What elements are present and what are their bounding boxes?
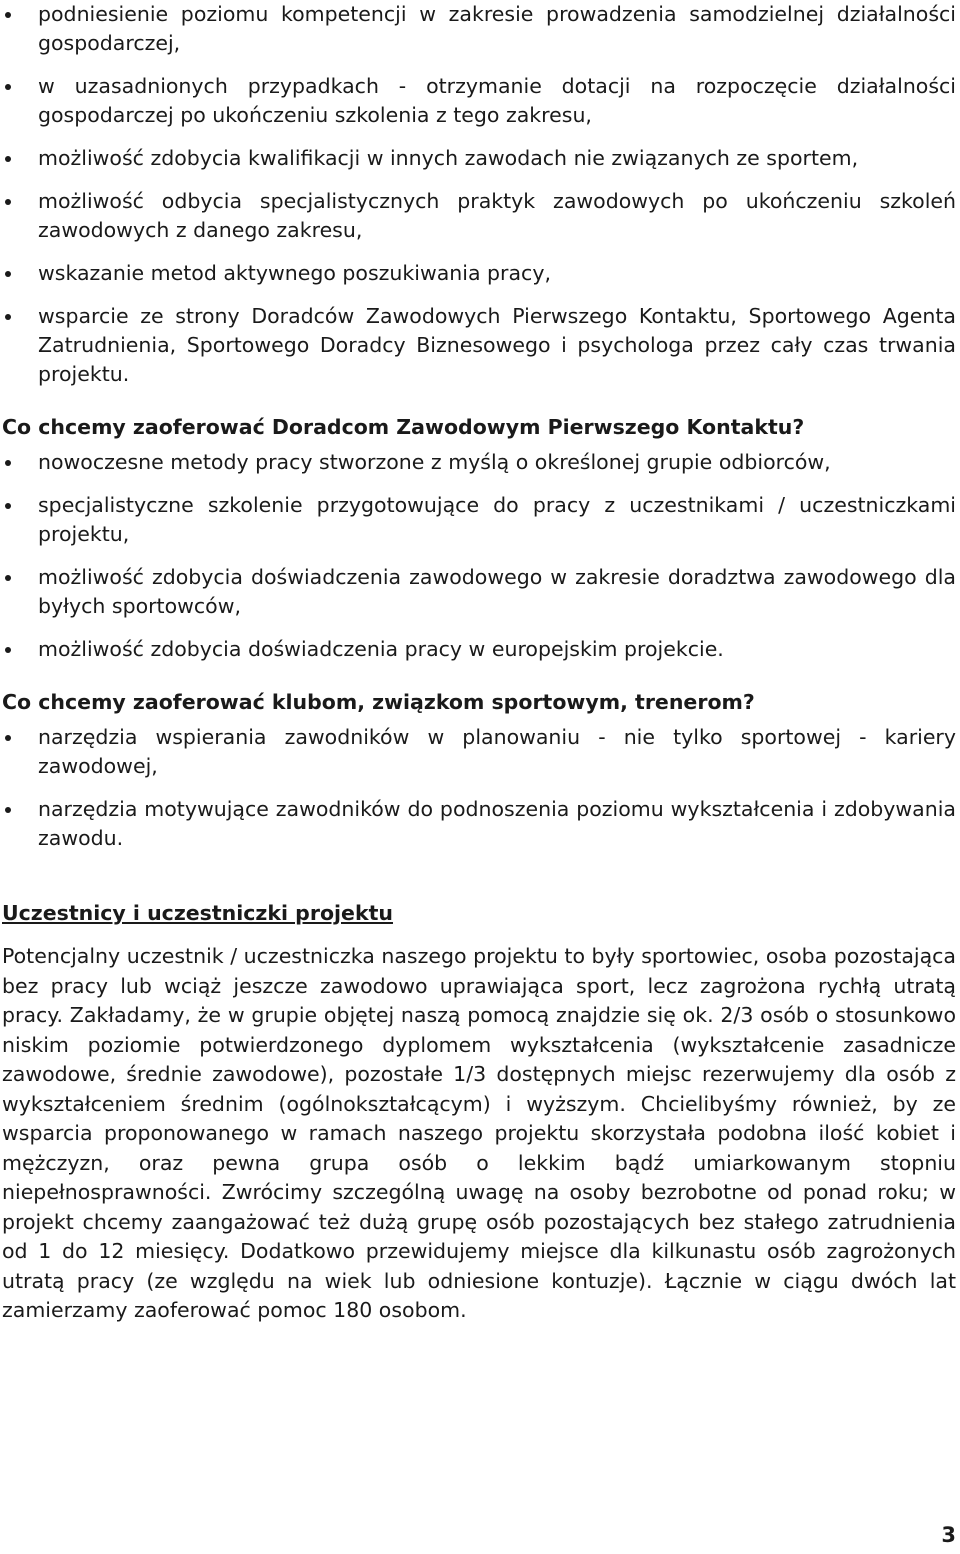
section-heading-advisors: Co chcemy zaoferować Doradcom Zawodowym Pierwszego Kontaktu? (2, 415, 805, 439)
list-item: podniesienie poziomu kompetencji w zakresie prowadzenia samodzielnej działalności gospodarczej, (2, 0, 956, 58)
list-item: wsparcie ze strony Doradców Zawodowych Pierwszego Kontaktu, Sportowego Agenta Zatrudnienia, Sportowego Doradcy Biznesowego i psychologa przez cały czas trwania projektu. (2, 302, 956, 389)
list-item: specjalistyczne szkolenie przygotowujące do pracy z uczestnikami / uczestniczkami projektu, (2, 491, 956, 549)
list-item: możliwość zdobycia doświadczenia zawodowego w zakresie doradztwa zawodowego dla byłych sportowców, (2, 563, 956, 621)
section-heading-participants: Uczestnicy i uczestniczki projektu (2, 901, 393, 925)
list-item: nowoczesne metody pracy stworzone z myślą o określonej grupie odbiorców, (2, 448, 956, 477)
list-item: narzędzia wspierania zawodników w planowaniu - nie tylko sportowej - kariery zawodowej, (2, 723, 956, 781)
section-heading-clubs: Co chcemy zaoferować klubom, związkom sportowym, trenerom? (2, 690, 755, 714)
advisors-offer-list (2, 448, 956, 664)
page-number: 3 (941, 1523, 956, 1547)
benefits-list (2, 0, 956, 389)
participants-paragraph: Potencjalny uczestnik / uczestniczka naszego projektu to były sportowiec, osoba pozostająca bez pracy lub wciąż jeszcze zawodowo uprawiająca sport, lecz zagrożona rychłą utratą pracy. Zakładamy, że w grupie objętej naszą pomocą znajdzie się ok. 2/3 osób o stosunkowo niskim poziomie potwierdzonego dyplomem wykształcenia (wykształcenie zasadnicze zawodowe, średnie zawodowe), pozostałe 1/3 dostępnych miejsc rezerwujemy dla osób z wykształceniem średnim (ogólnokształcącym) i wyższym. Chcielibyśmy również, by ze wsparcia proponowanego w ramach naszego projektu skorzystała podobna ilość kobiet i mężczyzn, oraz pewna grupa osób o lekkim bądź umiarkowanym stopniu niepełnosprawności. Zwrócimy szczególną uwagę na osoby bezrobotne od ponad roku; w projekt chcemy zaangażować też dużą grupę osób pozostających bez stałego zatrudnienia od 1 do 12 miesięcy. Dodatkowo przewidujemy miejsce dla kilkunastu osób zagrożonych utratą pracy (ze względu na wiek lub odniesione kontuzje). Łącznie w ciągu dwóch lat zamierzamy zaoferować pomoc 180 osobom. (2, 944, 956, 1322)
list-item: możliwość odbycia specjalistycznych praktyk zawodowych po ukończeniu szkoleń zawodowych z danego zakresu, (2, 187, 956, 245)
list-item: narzędzia motywujące zawodników do podnoszenia poziomu wykształcenia i zdobywania zawodu. (2, 795, 956, 853)
clubs-offer-list (2, 723, 956, 853)
list-item: możliwość zdobycia doświadczenia pracy w europejskim projekcie. (2, 635, 956, 664)
list-item: wskazanie metod aktywnego poszukiwania pracy, (2, 259, 956, 288)
list-item: w uzasadnionych przypadkach - otrzymanie dotacji na rozpoczęcie działalności gospodarczej po ukończeniu szkolenia z tego zakresu, (2, 72, 956, 130)
list-item: możliwość zdobycia kwalifikacji w innych zawodach nie związanych ze sportem, (2, 144, 956, 173)
